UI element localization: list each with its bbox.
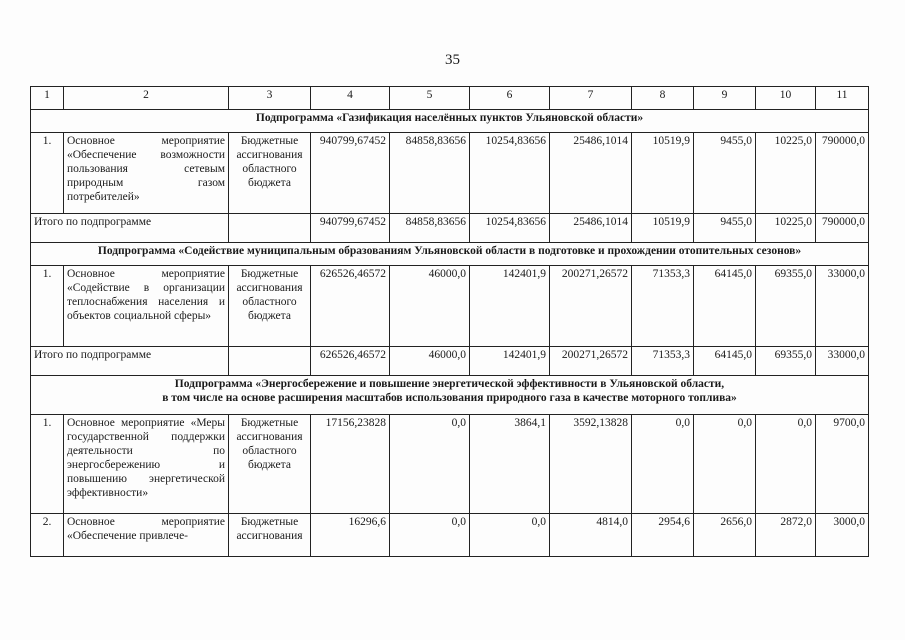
value-cell: 2656,0 <box>694 514 756 557</box>
total-value: 69355,0 <box>756 347 816 376</box>
row-name: Основное мероприятие «Обеспечение возможности пользования сетевым природным газом потребителей» <box>64 133 229 214</box>
header-cell: 7 <box>550 87 632 110</box>
total-row <box>31 347 869 376</box>
row-source: Бюджетные ассигнования областного бюджета <box>229 266 311 347</box>
table-row <box>31 266 869 347</box>
total-value: 200271,26572 <box>550 347 632 376</box>
total-value: 626526,46572 <box>311 347 390 376</box>
value-cell: 9455,0 <box>694 133 756 214</box>
value-cell: 2872,0 <box>756 514 816 557</box>
value-cell: 46000,0 <box>390 266 470 347</box>
value-cell: 0,0 <box>694 415 756 514</box>
value-cell: 940799,67452 <box>311 133 390 214</box>
total-value: 9455,0 <box>694 214 756 243</box>
value-cell: 16296,6 <box>311 514 390 557</box>
section-title-row <box>31 110 869 133</box>
row-number: 1. <box>31 266 64 347</box>
row-source: Бюджетные ассигнования областного бюджета <box>229 415 311 514</box>
section-title-row <box>31 376 869 415</box>
header-row <box>31 87 869 110</box>
total-value: 64145,0 <box>694 347 756 376</box>
value-cell: 4814,0 <box>550 514 632 557</box>
value-cell: 33000,0 <box>816 266 869 347</box>
header-cell: 6 <box>470 87 550 110</box>
total-label: Итого по подпрограмме <box>31 214 229 243</box>
row-number: 1. <box>31 415 64 514</box>
section-title: Подпрограмма «Газификация населённых пунктов Ульяновской области» <box>31 110 869 133</box>
value-cell: 69355,0 <box>756 266 816 347</box>
section-title-line: Подпрограмма «Энергосбережение и повышение энергетической эффективности в Ульяновской области, <box>174 378 725 390</box>
value-cell: 0,0 <box>390 415 470 514</box>
total-value: 71353,3 <box>632 347 694 376</box>
header-cell: 2 <box>64 87 229 110</box>
value-cell: 10225,0 <box>756 133 816 214</box>
header-cell: 9 <box>694 87 756 110</box>
section-title <box>31 376 869 415</box>
header-cell: 3 <box>229 87 311 110</box>
total-row <box>31 214 869 243</box>
total-value: 33000,0 <box>816 347 869 376</box>
table-row <box>31 133 869 214</box>
header-cell: 10 <box>756 87 816 110</box>
value-cell: 3864,1 <box>470 415 550 514</box>
total-value: 10519,9 <box>632 214 694 243</box>
budget-table <box>30 86 869 557</box>
total-value: 84858,83656 <box>390 214 470 243</box>
total-value: 790000,0 <box>816 214 869 243</box>
total-value: 25486,1014 <box>550 214 632 243</box>
value-cell: 142401,9 <box>470 266 550 347</box>
value-cell: 25486,1014 <box>550 133 632 214</box>
row-source: Бюджетные ассигнования <box>229 514 311 557</box>
header-cell: 11 <box>816 87 869 110</box>
table-row <box>31 415 869 514</box>
value-cell: 10254,83656 <box>470 133 550 214</box>
row-name: Основное мероприятие «Содействие в организации теплоснабжения населения и объектов социальной сферы» <box>64 266 229 347</box>
section-title: Подпрограмма «Содействие муниципальным образованиям Ульяновской области в подготовке и прохождении отопительных сезонов» <box>31 243 869 266</box>
value-cell: 64145,0 <box>694 266 756 347</box>
row-name: Основное мероприятие «Меры государственной поддержки деятельности по энергосбережению и повышению энергетической эффективности» <box>64 415 229 514</box>
value-cell: 17156,23828 <box>311 415 390 514</box>
value-cell: 790000,0 <box>816 133 869 214</box>
page-number: 35 <box>445 52 460 68</box>
total-value: 940799,67452 <box>311 214 390 243</box>
row-number: 1. <box>31 133 64 214</box>
table-row <box>31 514 869 557</box>
header-cell: 8 <box>632 87 694 110</box>
value-cell: 3000,0 <box>816 514 869 557</box>
section-title-row <box>31 243 869 266</box>
total-value: 46000,0 <box>390 347 470 376</box>
value-cell: 9700,0 <box>816 415 869 514</box>
row-name: Основное мероприятие «Обеспечение привлече- <box>64 514 229 557</box>
value-cell: 3592,13828 <box>550 415 632 514</box>
value-cell: 626526,46572 <box>311 266 390 347</box>
value-cell: 200271,26572 <box>550 266 632 347</box>
header-cell: 1 <box>31 87 64 110</box>
value-cell: 0,0 <box>756 415 816 514</box>
section-title-line: в том числе на основе расширения масштабов использования природного газа в качестве моторного топлива» <box>162 392 737 404</box>
row-number: 2. <box>31 514 64 557</box>
header-cell: 5 <box>390 87 470 110</box>
total-value: 10254,83656 <box>470 214 550 243</box>
value-cell: 10519,9 <box>632 133 694 214</box>
total-value: 10225,0 <box>756 214 816 243</box>
header-cell: 4 <box>311 87 390 110</box>
total-value: 142401,9 <box>470 347 550 376</box>
value-cell: 84858,83656 <box>390 133 470 214</box>
row-source: Бюджетные ассигнования областного бюджета <box>229 133 311 214</box>
value-cell: 0,0 <box>632 415 694 514</box>
value-cell: 0,0 <box>390 514 470 557</box>
empty-cell <box>229 214 311 243</box>
value-cell: 71353,3 <box>632 266 694 347</box>
value-cell: 2954,6 <box>632 514 694 557</box>
total-label: Итого по подпрограмме <box>31 347 229 376</box>
value-cell: 0,0 <box>470 514 550 557</box>
empty-cell <box>229 347 311 376</box>
